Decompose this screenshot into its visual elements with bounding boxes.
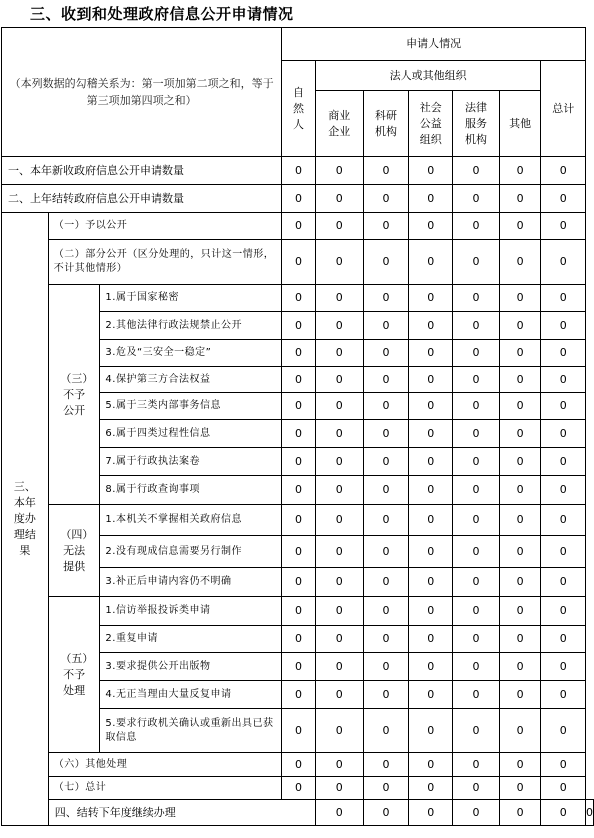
value-cell: 0 [315,448,363,476]
table-row [2,240,594,285]
value-cell: 0 [541,709,586,753]
value-cell: 0 [453,367,500,393]
value-cell: 0 [409,213,453,240]
value-cell: 0 [541,681,586,709]
value-cell: 0 [499,800,541,826]
value-cell: 0 [541,505,586,536]
value-cell: 0 [499,420,541,448]
value-cell: 0 [453,681,500,709]
info-disclosure-table [1,27,594,826]
social-header [409,91,453,157]
value-cell: 0 [541,312,586,340]
value-cell: 0 [409,777,453,800]
table-row [2,505,594,536]
value-cell: 0 [363,393,409,420]
row-label: 1.信访举报投诉类申请 [100,597,282,626]
value-cell: 0 [409,568,453,597]
value-cell: 0 [499,340,541,367]
value-cell: 0 [315,312,363,340]
value-cell: 0 [282,393,316,420]
value-cell: 0 [315,681,363,709]
value-cell: 0 [363,312,409,340]
value-cell: 0 [315,568,363,597]
section3-label [2,213,49,826]
value-cell: 0 [541,653,586,681]
value-cell: 0 [282,185,316,213]
value-cell: 0 [315,213,363,240]
table-row [2,285,594,312]
value-cell: 0 [541,800,586,826]
value-cell: 0 [363,800,409,826]
value-cell: 0 [453,568,500,597]
group3-label-text: （三）不予公开 [60,371,88,417]
value-cell: 0 [499,536,541,568]
value-cell: 0 [499,393,541,420]
value-cell: 0 [541,753,586,777]
row-label: 5.要求行政机关确认或重新出具已获取信息 [100,709,282,753]
value-cell: 0 [409,157,453,185]
group3-label [48,285,100,505]
value-cell: 0 [282,420,316,448]
value-cell: 0 [363,285,409,312]
value-cell: 0 [315,157,363,185]
legal-group-header: 法人或其他组织 [315,61,541,91]
value-cell: 0 [282,448,316,476]
value-cell: 0 [315,340,363,367]
value-cell: 0 [363,476,409,505]
value-cell: 0 [363,597,409,626]
value-cell: 0 [282,597,316,626]
value-cell: 0 [282,367,316,393]
row-label: 3.要求提供公开出版物 [100,653,282,681]
value-cell: 0 [541,340,586,367]
natural-person-label: 自然人 [293,85,305,131]
relation-note-text: （本列数据的勾稽关系为：第一项加第二项之和，等于第三项加第四项之和） [9,77,274,107]
value-cell: 0 [282,568,316,597]
row-label: 四、结转下年度继续办理 [48,800,315,826]
value-cell: 0 [499,285,541,312]
other-header: 其他 [499,91,541,157]
value-cell: 0 [499,681,541,709]
value-cell: 0 [499,157,541,185]
value-cell: 0 [282,653,316,681]
value-cell: 0 [499,240,541,285]
value-cell: 0 [315,367,363,393]
value-cell: 0 [409,185,453,213]
value-cell: 0 [586,800,594,826]
value-cell: 0 [409,800,453,826]
legal-service-header [453,91,500,157]
value-cell: 0 [541,536,586,568]
row-label: （二）部分公开（区分处理的，只计这一情形，不计其他情形） [48,240,281,285]
value-cell: 0 [409,340,453,367]
value-cell: 0 [315,597,363,626]
value-cell: 0 [282,340,316,367]
value-cell: 0 [453,285,500,312]
row-label: 8.属于行政查询事项 [100,476,282,505]
row-label: 2.其他法律行政法规禁止公开 [100,312,282,340]
row-label: 6.属于四类过程性信息 [100,420,282,448]
value-cell: 0 [453,777,500,800]
row-label: 3.危及“三安全一稳定” [100,340,282,367]
applicant-header: 申请人情况 [282,28,586,61]
value-cell: 0 [282,709,316,753]
value-cell: 0 [453,597,500,626]
value-cell: 0 [315,420,363,448]
value-cell: 0 [315,753,363,777]
section3-label-text: 三、本年度办理结果 [13,480,36,557]
row-label: 2.没有现成信息需要另行制作 [100,536,282,568]
value-cell: 0 [363,626,409,653]
value-cell: 0 [282,536,316,568]
value-cell: 0 [363,340,409,367]
value-cell: 0 [363,185,409,213]
value-cell: 0 [282,476,316,505]
value-cell: 0 [541,626,586,653]
value-cell: 0 [499,213,541,240]
value-cell: 0 [282,157,316,185]
value-cell: 0 [363,709,409,753]
table-row [2,157,594,185]
row-label: （六）其他处理 [48,753,281,777]
value-cell: 0 [282,240,316,285]
value-cell: 0 [282,213,316,240]
value-cell: 0 [453,476,500,505]
value-cell: 0 [363,213,409,240]
value-cell: 0 [315,285,363,312]
social-label: 社会公益组织 [419,100,442,146]
relation-note [2,28,282,157]
value-cell: 0 [363,240,409,285]
value-cell: 0 [282,285,316,312]
row-label: 2.重复申请 [100,626,282,653]
value-cell: 0 [363,753,409,777]
value-cell: 0 [409,240,453,285]
value-cell: 0 [315,536,363,568]
row-label: 7.属于行政执法案卷 [100,448,282,476]
value-cell: 0 [315,653,363,681]
value-cell: 0 [315,505,363,536]
value-cell: 0 [409,626,453,653]
value-cell: 0 [409,393,453,420]
value-cell: 0 [315,476,363,505]
value-cell: 0 [453,213,500,240]
value-cell: 0 [541,476,586,505]
commercial-label: 商业企业 [328,108,351,138]
value-cell: 0 [453,420,500,448]
value-cell: 0 [499,505,541,536]
value-cell: 0 [541,285,586,312]
value-cell: 0 [453,448,500,476]
value-cell: 0 [453,536,500,568]
value-cell: 0 [409,476,453,505]
value-cell: 0 [453,709,500,753]
row-label: 二、上年结转政府信息公开申请数量 [2,185,282,213]
group4-label-text: （四）无法提供 [60,527,88,573]
value-cell: 0 [363,505,409,536]
value-cell: 0 [409,709,453,753]
value-cell: 0 [541,420,586,448]
value-cell: 0 [363,681,409,709]
value-cell: 0 [315,185,363,213]
value-cell: 0 [409,448,453,476]
row-label: 4.保护第三方合法权益 [100,367,282,393]
value-cell: 0 [409,312,453,340]
legal-service-label: 法律服务机构 [465,100,487,146]
value-cell: 0 [541,213,586,240]
value-cell: 0 [453,800,500,826]
value-cell: 0 [499,448,541,476]
value-cell: 0 [499,312,541,340]
value-cell: 0 [499,777,541,800]
value-cell: 0 [363,157,409,185]
value-cell: 0 [363,653,409,681]
value-cell: 0 [409,285,453,312]
value-cell: 0 [409,597,453,626]
value-cell: 0 [541,448,586,476]
value-cell: 0 [282,312,316,340]
value-cell: 0 [453,505,500,536]
value-cell: 0 [499,597,541,626]
value-cell: 0 [499,709,541,753]
table-row [2,185,594,213]
table-row [2,753,594,777]
value-cell: 0 [453,753,500,777]
value-cell: 0 [499,626,541,653]
row-label: 1.属于国家秘密 [100,285,282,312]
value-cell: 0 [363,420,409,448]
value-cell: 0 [541,597,586,626]
value-cell: 0 [541,393,586,420]
row-label: （七）总计 [48,777,281,800]
value-cell: 0 [453,393,500,420]
value-cell: 0 [315,777,363,800]
value-cell: 0 [453,340,500,367]
value-cell: 0 [499,753,541,777]
value-cell: 0 [541,367,586,393]
value-cell: 0 [409,505,453,536]
group5-label-text: （五）不予处理 [60,651,88,697]
value-cell: 0 [453,157,500,185]
value-cell: 0 [409,753,453,777]
research-label: 科研机构 [375,108,397,138]
commercial-header [315,91,363,157]
value-cell: 0 [453,185,500,213]
value-cell: 0 [409,536,453,568]
value-cell: 0 [282,777,316,800]
table-row [2,777,594,800]
value-cell: 0 [499,568,541,597]
value-cell: 0 [453,653,500,681]
value-cell: 0 [282,505,316,536]
table-row [2,213,594,240]
value-cell: 0 [453,240,500,285]
value-cell: 0 [363,568,409,597]
value-cell: 0 [315,626,363,653]
value-cell: 0 [363,777,409,800]
table-row [2,800,594,826]
row-label: （一）予以公开 [48,213,281,240]
row-label: 5.属于三类内部事务信息 [100,393,282,420]
value-cell: 0 [315,800,363,826]
value-cell: 0 [541,240,586,285]
value-cell: 0 [541,568,586,597]
value-cell: 0 [499,476,541,505]
value-cell: 0 [315,393,363,420]
value-cell: 0 [499,367,541,393]
value-cell: 0 [453,626,500,653]
value-cell: 0 [363,448,409,476]
value-cell: 0 [409,681,453,709]
value-cell: 0 [409,420,453,448]
value-cell: 0 [541,185,586,213]
value-cell: 0 [363,536,409,568]
value-cell: 0 [363,367,409,393]
value-cell: 0 [541,157,586,185]
group4-label [48,505,100,597]
value-cell: 0 [409,653,453,681]
row-label: 1.本机关不掌握相关政府信息 [100,505,282,536]
value-cell: 0 [282,753,316,777]
research-header [363,91,409,157]
group5-label [48,597,100,753]
value-cell: 0 [541,777,586,800]
value-cell: 0 [499,653,541,681]
section-title: 三、收到和处理政府信息公开申请情况 [30,5,294,23]
total-header: 总计 [541,61,586,157]
row-label: 4.无正当理由大量反复申请 [100,681,282,709]
value-cell: 0 [282,681,316,709]
value-cell: 0 [315,709,363,753]
value-cell: 0 [499,185,541,213]
row-label: 一、本年新收政府信息公开申请数量 [2,157,282,185]
natural-person-header [282,61,316,157]
value-cell: 0 [409,367,453,393]
value-cell: 0 [453,312,500,340]
value-cell: 0 [315,240,363,285]
table-row [2,597,594,626]
row-label: 3.补正后申请内容仍不明确 [100,568,282,597]
value-cell: 0 [282,626,316,653]
